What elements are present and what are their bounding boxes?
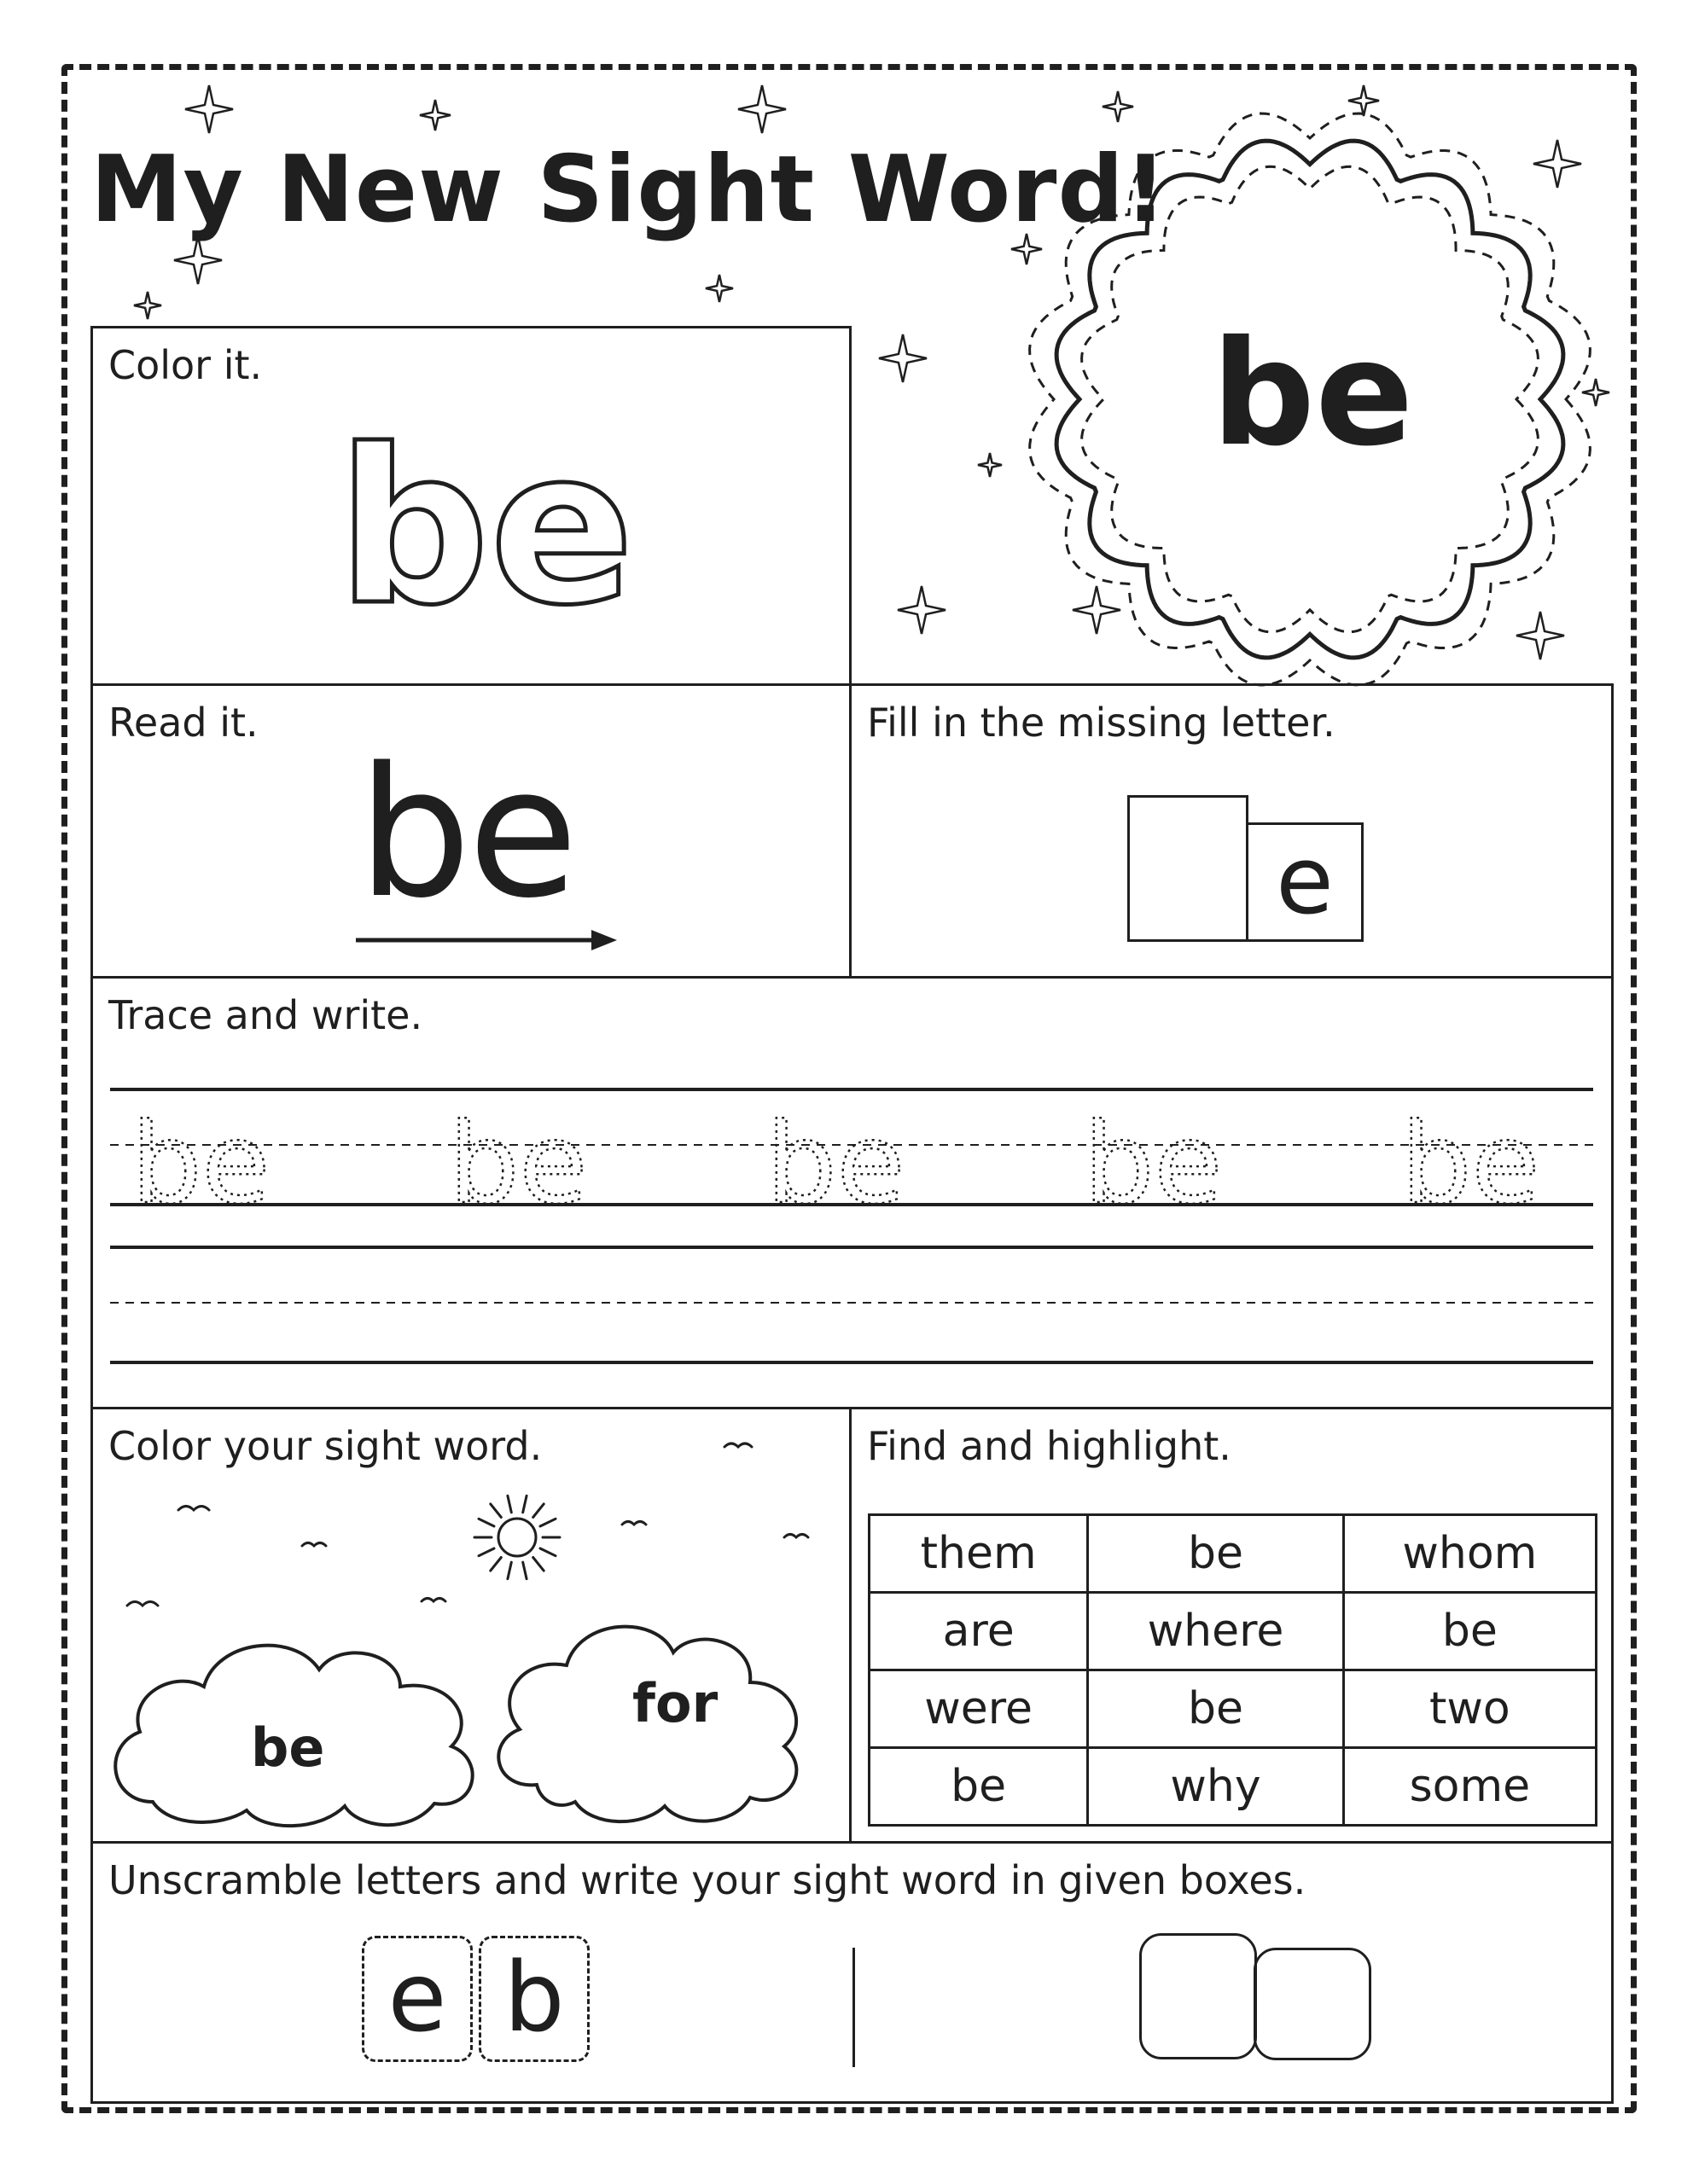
word-cell[interactable]: are [870,1593,1088,1670]
word-cell[interactable]: whom [1343,1515,1596,1593]
cloud-word-right[interactable]: for [632,1672,719,1734]
scrambled-letter-tile[interactable]: e [362,1936,473,2062]
cloud-word-left[interactable]: be [251,1716,325,1779]
outline-word[interactable] [93,328,854,688]
find-highlight-label: Find and highlight. [867,1423,1231,1469]
bird-icon [127,1602,158,1606]
given-letter: e [1276,826,1334,935]
color-it-panel [90,326,852,686]
bird-icon [422,1599,445,1602]
table-row [870,1748,1597,1826]
word-cell[interactable]: be [1088,1515,1343,1593]
sky-scene [93,1409,854,1846]
color-sight-word-panel [90,1407,852,1844]
bird-icon [724,1443,752,1447]
traced-word: be [449,1099,588,1228]
read-it-word: be [358,729,575,938]
color-it-label: Color it. [108,342,263,388]
badge-word: be [1211,310,1414,479]
bird-icon [784,1535,808,1538]
traced-word: be [766,1099,905,1228]
bird-icon [622,1522,646,1525]
traced-word: be [1401,1099,1540,1228]
traced-word: be [131,1099,271,1228]
table-row [870,1593,1597,1670]
missing-letter-box[interactable] [1127,795,1248,942]
table-row [870,1515,1597,1593]
word-cell[interactable]: some [1343,1748,1596,1826]
traced-word: be [1084,1099,1223,1228]
word-cell[interactable]: be [1343,1593,1596,1670]
fill-missing-label: Fill in the missing letter. [867,700,1335,746]
fill-missing-panel [849,683,1614,979]
answer-box[interactable] [1254,1948,1371,2060]
bird-icon [178,1507,209,1511]
word-cell[interactable]: why [1088,1748,1343,1826]
read-it-label: Read it. [108,700,259,746]
divider [852,1948,855,2067]
read-it-panel [90,683,852,979]
page-title: My New Sight Word! [90,136,1168,243]
answer-box[interactable] [1139,1933,1257,2059]
trace-write-panel [90,976,1614,1409]
sun-icon [498,1519,536,1556]
word-grid [868,1513,1597,1827]
unscramble-label: Unscramble letters and write your sight word in given boxes. [108,1857,1306,1903]
word-cell[interactable]: be [1088,1670,1343,1748]
word-cell[interactable]: two [1343,1670,1596,1748]
color-sight-word-label: Color your sight word. [108,1423,543,1469]
reading-arrow [93,686,854,981]
bird-icon [302,1543,326,1547]
unscramble-panel [90,1841,1614,2104]
word-cell[interactable]: be [870,1748,1088,1826]
scrambled-letter-tile[interactable]: b [479,1936,590,2062]
outline-word-text: be [336,404,635,652]
table-row [870,1670,1597,1748]
word-cell[interactable]: were [870,1670,1088,1748]
word-cell[interactable]: them [870,1515,1088,1593]
word-cell[interactable]: where [1088,1593,1343,1670]
trace-write-label: Trace and write. [108,992,423,1038]
handwriting-lines[interactable] [93,979,1616,1412]
given-letter-box [1246,822,1364,942]
